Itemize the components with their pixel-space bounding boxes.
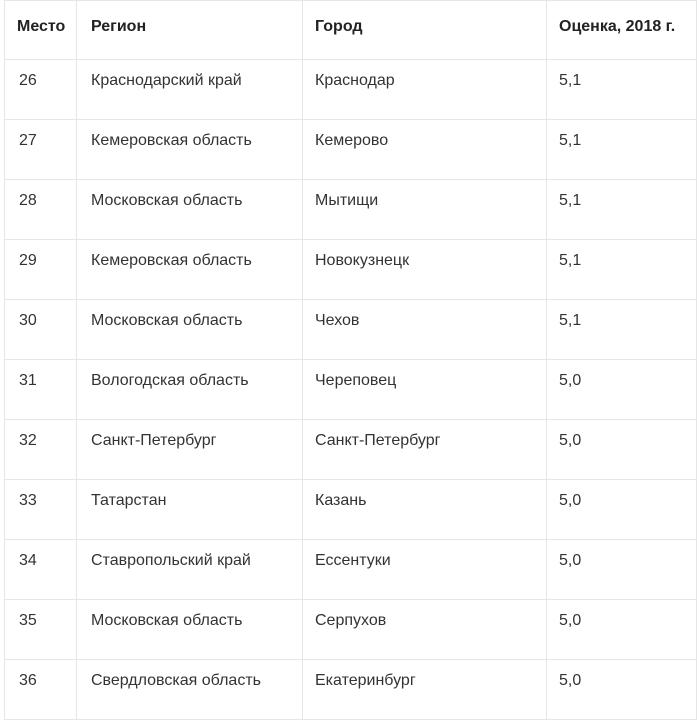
table-row (5, 480, 697, 540)
cell-city: Новокузнецк (303, 240, 547, 300)
table-header (5, 1, 697, 60)
cell-place: 27 (5, 120, 77, 180)
header-row (5, 1, 697, 60)
cell-score: 5,0 (547, 480, 697, 540)
table-row (5, 300, 697, 360)
header-place: Место (5, 1, 77, 60)
cell-region: Кемеровская область (77, 120, 303, 180)
table-row (5, 600, 697, 660)
cell-region: Краснодарский край (77, 60, 303, 120)
cell-score: 5,0 (547, 360, 697, 420)
cell-place: 29 (5, 240, 77, 300)
cell-city: Чехов (303, 300, 547, 360)
cell-city: Краснодар (303, 60, 547, 120)
header-region: Регион (77, 1, 303, 60)
cell-score: 5,0 (547, 540, 697, 600)
header-score: Оценка, 2018 г. (547, 1, 697, 60)
cell-place: 35 (5, 600, 77, 660)
cell-place: 36 (5, 660, 77, 720)
cell-place: 30 (5, 300, 77, 360)
cell-score: 5,0 (547, 420, 697, 480)
table-row (5, 540, 697, 600)
cell-city: Екатеринбург (303, 660, 547, 720)
cell-place: 28 (5, 180, 77, 240)
cell-region: Московская область (77, 600, 303, 660)
cell-region: Московская область (77, 180, 303, 240)
cell-score: 5,0 (547, 600, 697, 660)
cell-city: Серпухов (303, 600, 547, 660)
table-row (5, 120, 697, 180)
cell-city: Мытищи (303, 180, 547, 240)
cell-place: 33 (5, 480, 77, 540)
cell-score: 5,1 (547, 120, 697, 180)
cell-city: Санкт-Петербург (303, 420, 547, 480)
table-row (5, 240, 697, 300)
table-row (5, 60, 697, 120)
table-body (5, 60, 697, 720)
cell-region: Кемеровская область (77, 240, 303, 300)
cell-place: 32 (5, 420, 77, 480)
cell-score: 5,0 (547, 660, 697, 720)
cell-region: Свердловская область (77, 660, 303, 720)
cell-city: Казань (303, 480, 547, 540)
cell-region: Вологодская область (77, 360, 303, 420)
cell-region: Ставропольский край (77, 540, 303, 600)
table-row (5, 180, 697, 240)
cell-score: 5,1 (547, 60, 697, 120)
rating-table (4, 0, 697, 720)
cell-score: 5,1 (547, 180, 697, 240)
cell-city: Кемерово (303, 120, 547, 180)
cell-place: 31 (5, 360, 77, 420)
cell-place: 26 (5, 60, 77, 120)
cell-region: Санкт-Петербург (77, 420, 303, 480)
cell-score: 5,1 (547, 300, 697, 360)
cell-score: 5,1 (547, 240, 697, 300)
header-city: Город (303, 1, 547, 60)
cell-place: 34 (5, 540, 77, 600)
table-row (5, 420, 697, 480)
cell-city: Череповец (303, 360, 547, 420)
cell-region: Московская область (77, 300, 303, 360)
cell-city: Ессентуки (303, 540, 547, 600)
table-row (5, 660, 697, 720)
cell-region: Татарстан (77, 480, 303, 540)
table-row (5, 360, 697, 420)
